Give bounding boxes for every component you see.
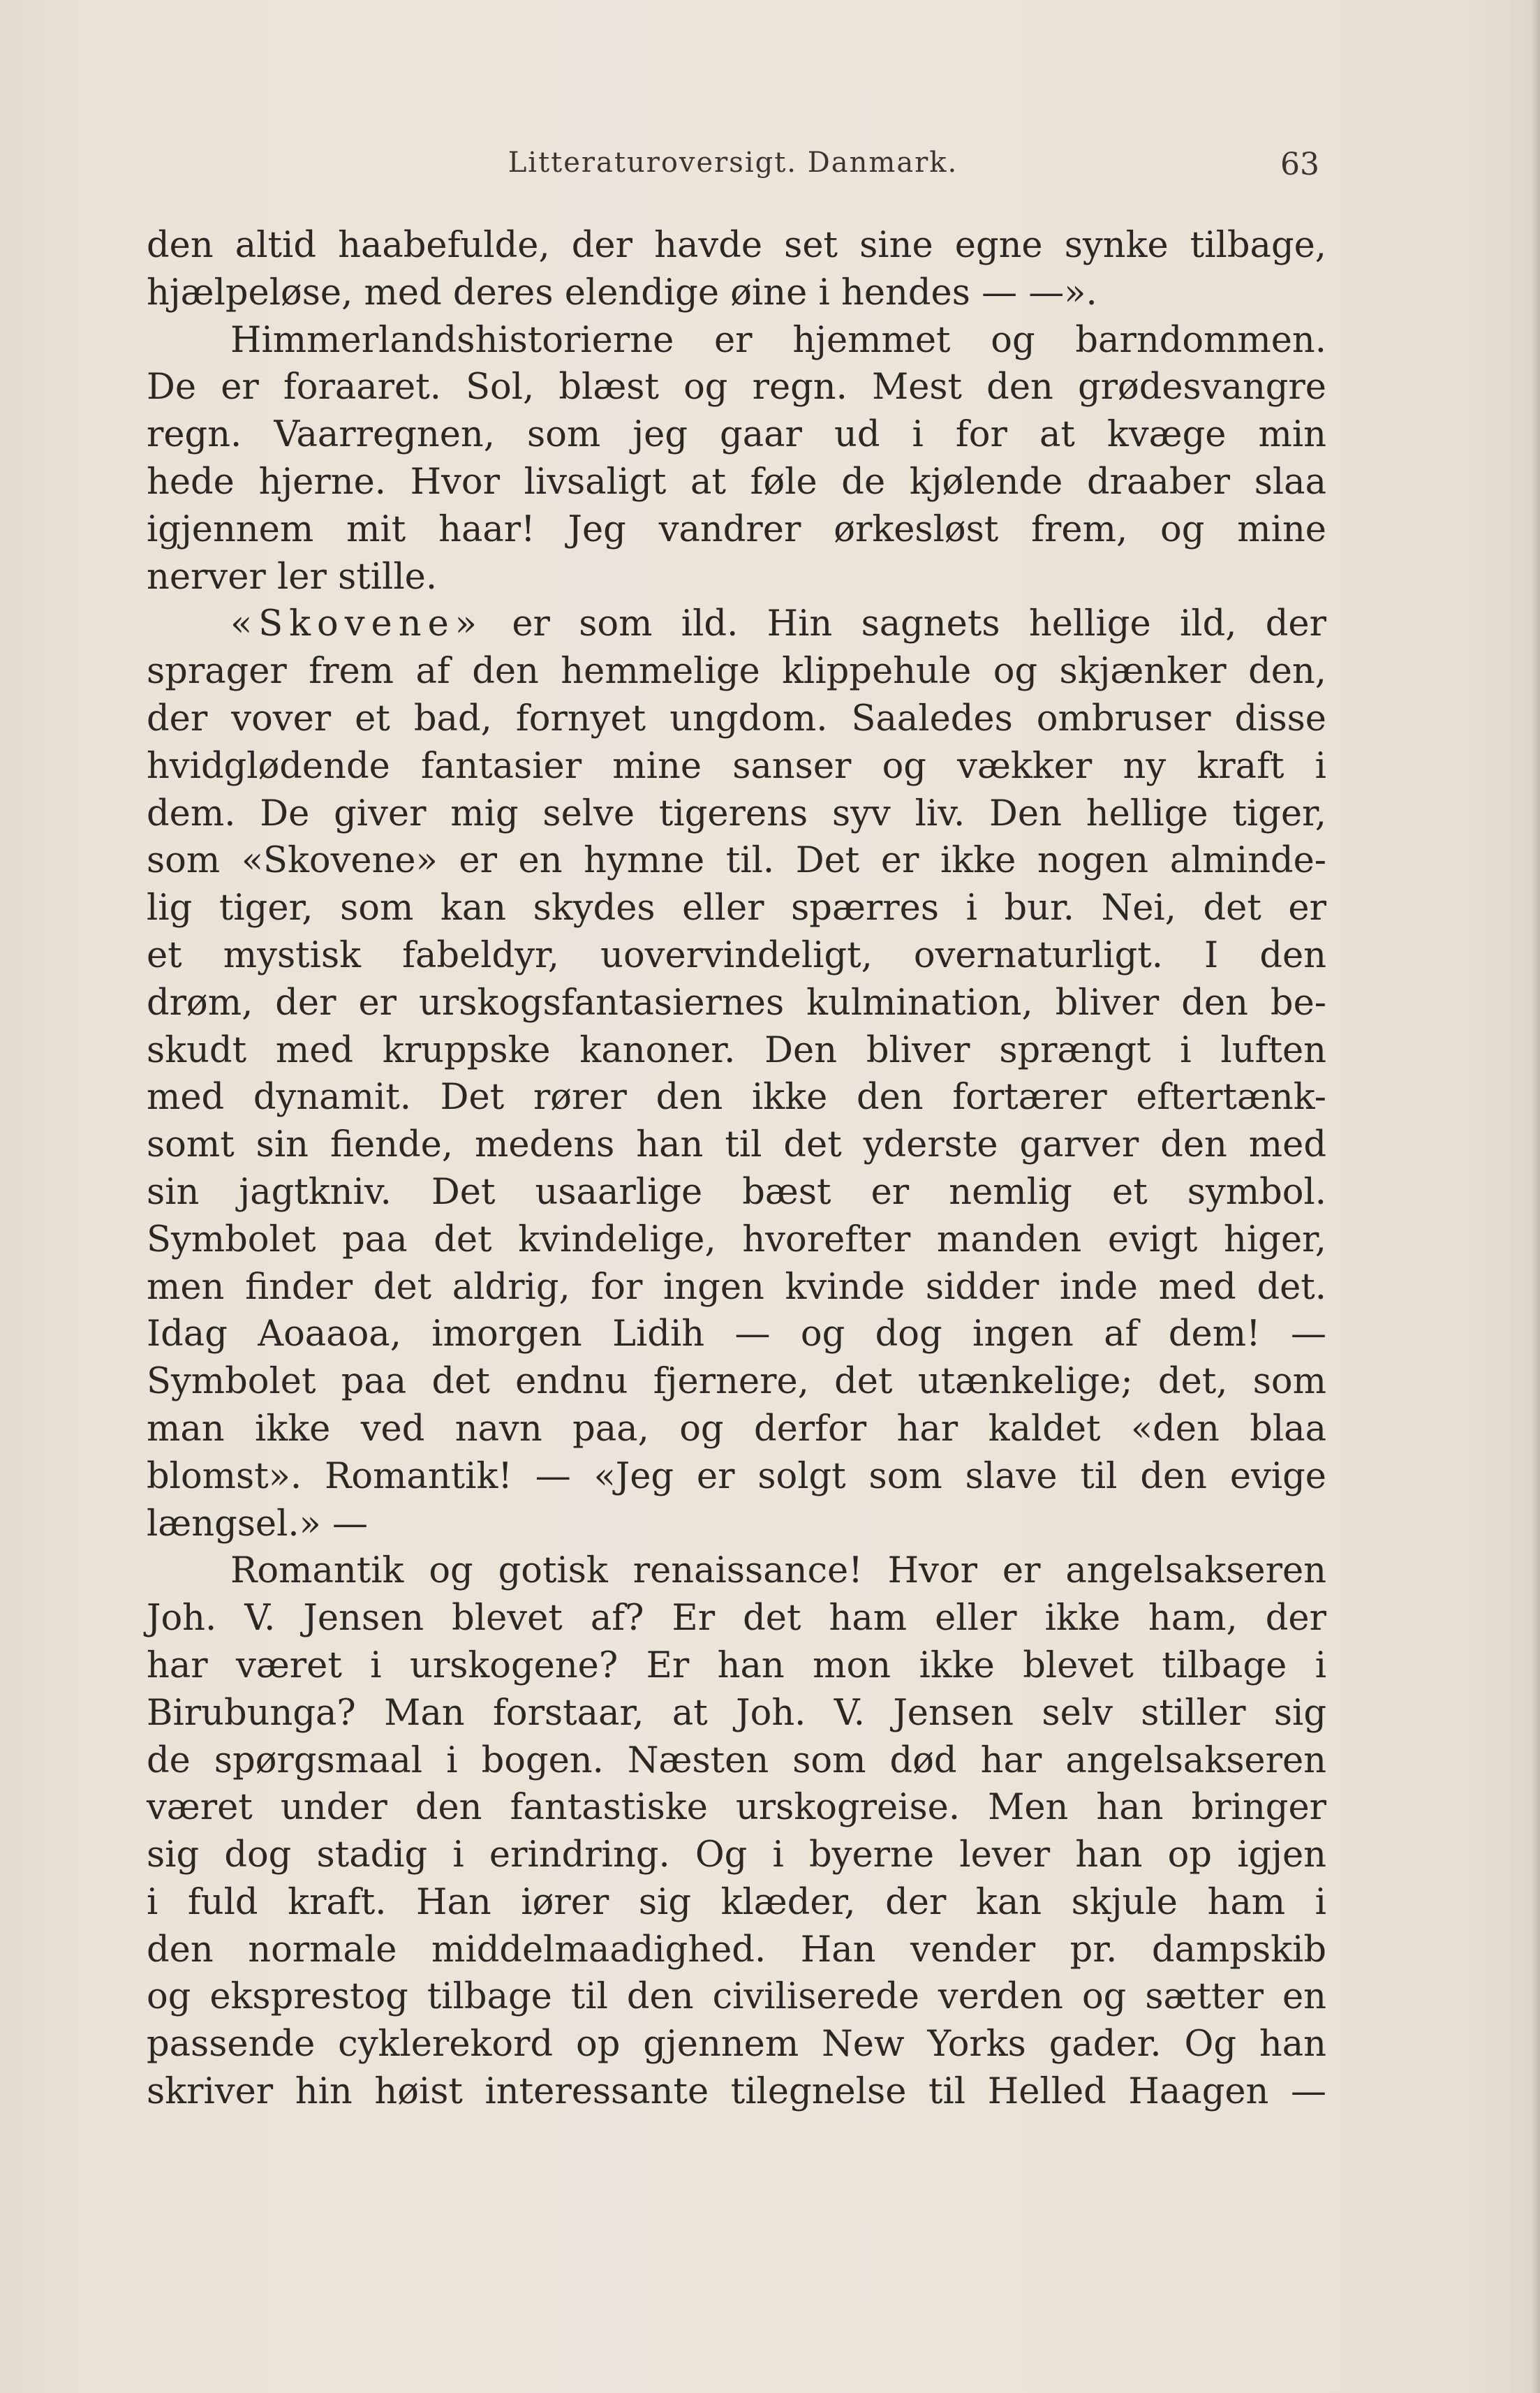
running-head: Litteraturoversigt. Danmark. xyxy=(508,147,958,179)
text-line: man ikke ved navn paa, og derfor har kaldet «den blaa xyxy=(147,1408,1326,1450)
text-line: skriver hin høist interessante tilegnelse til Helled Haagen — xyxy=(147,2071,1326,2113)
text-line: De er foraaret. Sol, blæst og regn. Mest den grødesvangre xyxy=(147,367,1326,408)
text-line: Romantik og gotisk renaissance! Hvor er angelsakseren xyxy=(230,1550,1326,1592)
text-line: igjennem mit haar! Jeg vandrer ørkesløst frem, og mine xyxy=(147,508,1326,550)
text-line: drøm, der er urskogsfantasiernes kulmination, bliver den be- xyxy=(147,982,1326,1024)
text-line: Himmerlandshistorierne er hjemmet og barndommen. xyxy=(230,319,1326,361)
text-line: Symbolet paa det endnu fjernere, det utænkelige; det, som xyxy=(147,1361,1326,1403)
book-title: «Skovene» xyxy=(230,603,483,645)
text-line: sprager frem af den hemmelige klippehule og skjænker den, xyxy=(147,651,1326,693)
text-line: hjælpeløse, med deres elendige øine i hendes — —». xyxy=(147,272,1097,314)
text-line: har været i urskogene? Er han mon ikke blevet tilbage i xyxy=(147,1644,1326,1686)
text-line: Birubunga? Man forstaar, at Joh. V. Jensen selv stiller sig xyxy=(147,1692,1326,1734)
text-line: som «Skovene» er en hymne til. Det er ikke nogen alminde- xyxy=(147,840,1326,882)
page-edge-shadow xyxy=(1530,0,1540,2393)
text-line: sin jagtkniv. Det usaarlige bæst er nemlig et symbol. xyxy=(147,1171,1326,1213)
text-line: sig dog stadig i erindring. Og i byerne lever han op igjen xyxy=(147,1834,1326,1876)
page-number: 63 xyxy=(1280,147,1319,182)
text-line: lig tiger, som kan skydes eller spærres i bur. Nei, det er xyxy=(147,888,1326,929)
text-line: Joh. V. Jensen blevet af? Er det ham eller ikke ham, der xyxy=(147,1598,1326,1640)
text-line: den normale middelmaadighed. Han vender pr. dampskib xyxy=(147,1929,1326,1971)
body-text xyxy=(147,222,1326,2116)
text-line: skudt med kruppske kanoner. Den bliver sprængt i luften xyxy=(147,1029,1326,1071)
text-line: været under den fantastiske urskogreise. Men han bringer xyxy=(147,1787,1326,1829)
text-line: et mystisk fabeldyr, uovervindeligt, overnaturligt. I den xyxy=(147,934,1326,976)
text-line: og eksprestog tilbage til den civiliserede verden og sætter en xyxy=(147,1976,1326,2018)
text-line: der vover et bad, fornyet ungdom. Saaledes ombruser disse xyxy=(147,698,1326,739)
text-line: hede hjerne. Hvor livsaligt at føle de kjølende draaber slaa xyxy=(147,461,1326,503)
text-line: blomst». Romantik! — «Jeg er solgt som slave til den evige xyxy=(147,1455,1326,1497)
text-line: længsel.» — xyxy=(147,1503,369,1545)
text-line: regn. Vaarregnen, som jeg gaar ud i for at kvæge min xyxy=(147,414,1326,456)
text-line: i fuld kraft. Han iører sig klæder, der kan skjule ham i xyxy=(147,1881,1326,1923)
text-line: nerver ler stille. xyxy=(147,556,438,598)
text-line: de spørgsmaal i bogen. Næsten som død har angelsakseren xyxy=(147,1739,1326,1781)
page-header xyxy=(147,147,1319,196)
text-line: men finder det aldrig, for ingen kvinde sidder inde med det. xyxy=(147,1266,1326,1308)
text-line: den altid haabefulde, der havde set sine egne synke tilbage, xyxy=(147,225,1326,266)
text-line-with-title xyxy=(147,601,1326,648)
text-line-rest: er som ild. Hin sagnets hellige ild, der xyxy=(512,603,1326,645)
text-line: Symbolet paa det kvindelige, hvorefter manden evigt higer, xyxy=(147,1218,1326,1260)
text-line: dem. De giver mig selve tigerens syv liv. Den hellige tiger, xyxy=(147,793,1326,834)
text-line: Idag Aoaaoa, imorgen Lidih — og dog ingen af dem! — xyxy=(147,1313,1326,1355)
text-line: hvidglødende fantasier mine sanser og vækker ny kraft i xyxy=(147,745,1326,787)
text-line: med dynamit. Det rører den ikke den fortærer eftertænk- xyxy=(147,1077,1326,1119)
text-line: somt sin fiende, medens han til det yderste garver den med xyxy=(147,1124,1326,1166)
text-line: passende cyklerekord op gjennem New Yorks gader. Og han xyxy=(147,2024,1326,2066)
